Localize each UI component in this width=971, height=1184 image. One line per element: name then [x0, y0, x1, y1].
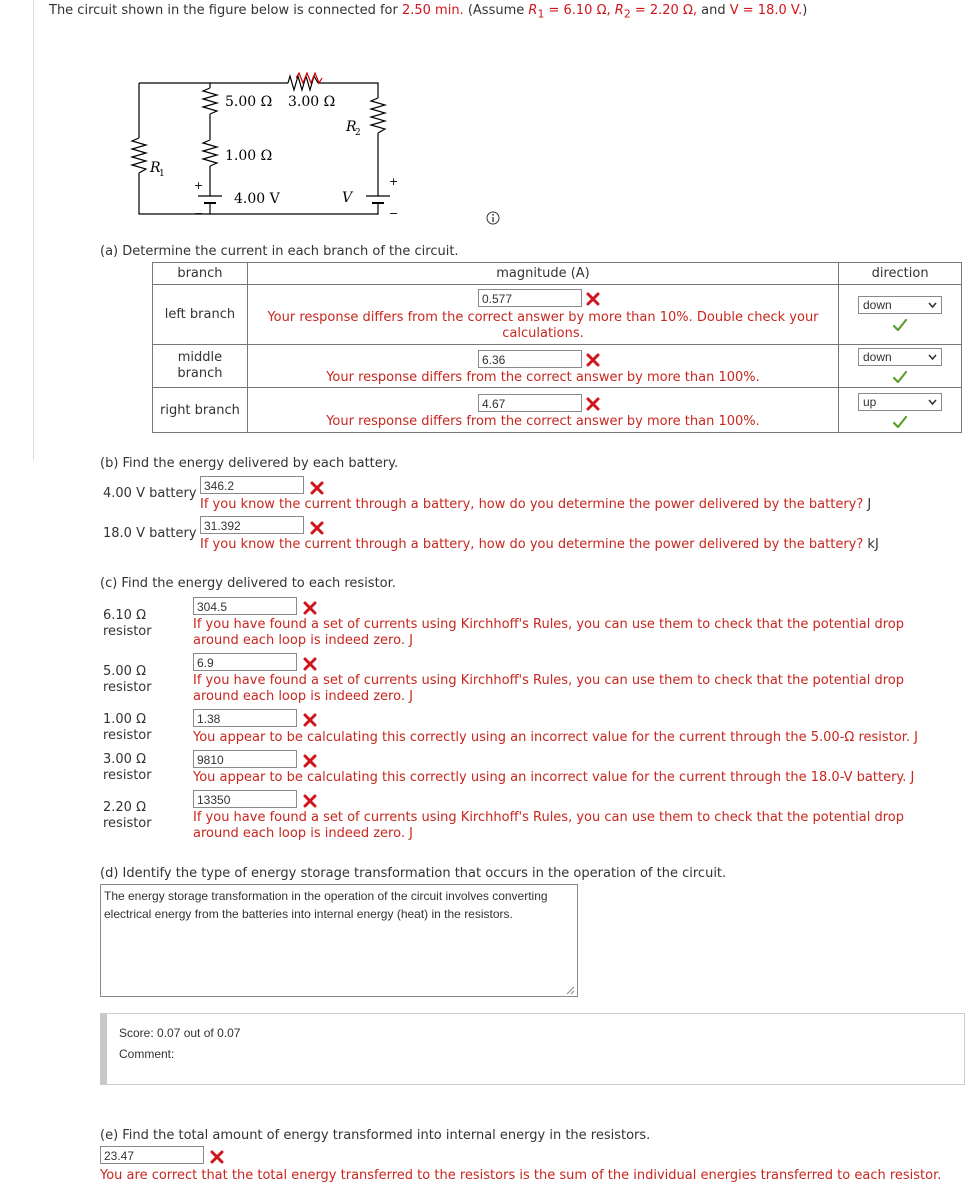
left-branch-direction-select[interactable]: down — [858, 296, 942, 314]
resistor-300-label: 3.00 Ω resistor — [103, 752, 152, 783]
row-middle-branch-label: middle branch — [153, 345, 248, 388]
chevron-down-icon — [928, 302, 937, 308]
battery-4v-input[interactable]: 346.2 — [200, 476, 304, 494]
part-e-prompt: (e) Find the total amount of energy transformed into internal energy in the resistors. — [100, 1128, 651, 1143]
row-left-branch-label: left branch — [153, 285, 248, 345]
comment-label: Comment: — [119, 1047, 175, 1061]
resistor-220-label: 2.20 Ω resistor — [103, 800, 152, 831]
svg-text:1: 1 — [159, 169, 165, 179]
row-right-branch-label: right branch — [153, 388, 248, 433]
part-b-prompt: (b) Find the energy delivered by each battery. — [100, 456, 399, 471]
right-branch-feedback: Your response differs from the correct answer by more than 100%. — [326, 414, 760, 429]
resize-handle-icon[interactable] — [566, 986, 575, 995]
question-text — [49, 3, 807, 21]
energy-transformation-textarea[interactable]: The energy storage transformation in the operation of the circuit involves converting electrical energy from the batteries into internal energy (heat) in the resistors. — [100, 884, 578, 997]
battery-18v-label: 18.0 V battery — [103, 526, 197, 541]
label-r1: R — [150, 160, 161, 176]
label-r2: R — [346, 119, 357, 135]
svg-text:+: + — [194, 179, 204, 192]
middle-branch-input[interactable]: 6.36 — [478, 350, 582, 368]
chevron-down-icon — [928, 399, 937, 405]
right-branch-direction-select[interactable]: up — [858, 393, 942, 411]
resistor-100-input[interactable]: 1.38 — [193, 709, 297, 727]
resistor-220-input[interactable]: 13350 — [193, 790, 297, 808]
svg-text:−: − — [194, 207, 204, 220]
row-left-direction — [839, 285, 962, 345]
header-direction: direction — [839, 263, 962, 285]
and-text: and — [697, 3, 730, 18]
middle-branch-feedback: Your response differs from the correct answer by more than 100%. — [326, 370, 760, 385]
score-text: Score: 0.07 out of 0.07 — [119, 1026, 241, 1040]
correct-check-icon — [893, 371, 907, 383]
left-divider — [33, 0, 34, 460]
correct-check-icon — [893, 319, 907, 331]
resistor-500-feedback: If you have found a set of currents using Kirchhoff's Rules, you can use them to check that the potential drop around each loop is indeed zero. J — [193, 673, 904, 704]
label-4v: 4.00 V — [234, 191, 280, 207]
resistor-610-input[interactable]: 304.5 — [193, 597, 297, 615]
part-c-prompt: (c) Find the energy delivered to each resistor. — [100, 576, 396, 591]
incorrect-x-icon — [303, 794, 317, 808]
incorrect-x-icon — [210, 1150, 224, 1164]
header-branch: branch — [153, 263, 248, 285]
assume-text: (Assume — [463, 3, 529, 18]
battery-18v-input[interactable]: 31.392 — [200, 516, 304, 534]
battery-4v-label: 4.00 V battery — [103, 486, 197, 501]
total-energy-feedback: You are correct that the total energy transferred to the resistors is the sum of the individual energies transferred to each resistor. — [100, 1168, 942, 1183]
left-branch-input[interactable]: 0.577 — [478, 289, 582, 307]
incorrect-x-icon — [310, 481, 324, 495]
close-paren: ) — [802, 3, 808, 18]
label-3ohm: 3.00 Ω — [288, 94, 336, 110]
score-box — [100, 1013, 965, 1085]
resistor-100-label: 1.00 Ω resistor — [103, 712, 152, 743]
label-1ohm: 1.00 Ω — [225, 148, 273, 164]
resistor-300-input[interactable]: 9810 — [193, 750, 297, 768]
resistor-100-feedback: You appear to be calculating this correctly using an incorrect value for the current through the 5.00-Ω resistor. J — [193, 730, 918, 745]
right-branch-input[interactable]: 4.67 — [478, 394, 582, 412]
resistor-300-feedback: You appear to be calculating this correctly using an incorrect value for the current through the 18.0-V battery. J — [193, 770, 915, 785]
label-v: V — [342, 190, 353, 206]
circuit-diagram — [118, 68, 408, 223]
svg-text:−: − — [389, 207, 399, 220]
total-energy-input[interactable]: 23.47 — [100, 1146, 204, 1164]
part-d-prompt: (d) Identify the type of energy storage transformation that occurs in the operation of the circuit. — [100, 866, 727, 881]
svg-text:2: 2 — [355, 128, 361, 138]
chevron-down-icon — [928, 354, 937, 360]
incorrect-x-icon — [303, 713, 317, 727]
incorrect-x-icon — [303, 754, 317, 768]
correct-check-icon — [893, 416, 907, 428]
incorrect-x-icon — [586, 292, 600, 306]
time-value: 2.50 min. — [401, 3, 464, 18]
battery-4v-feedback: If you know the current through a battery, how do you determine the power delivered by the battery? J — [200, 497, 872, 512]
incorrect-x-icon — [310, 521, 324, 535]
resistor-220-feedback: If you have found a set of currents using Kirchhoff's Rules, you can use them to check that the potential drop around each loop is indeed zero. J — [193, 810, 904, 841]
r1-given: $R_1 = 6.10$ Ω, $R_2 = 2.20$ Ω, — [528, 3, 698, 21]
resistor-610-label: 6.10 Ω resistor — [103, 608, 152, 639]
question-prefix: The circuit shown in the figure below is connected for — [49, 3, 402, 18]
middle-branch-direction-select[interactable]: down — [858, 348, 942, 366]
battery-18v-feedback: If you know the current through a battery, how do you determine the power delivered by the battery? kJ — [200, 537, 879, 552]
incorrect-x-icon — [303, 601, 317, 615]
incorrect-x-icon — [586, 397, 600, 411]
resistor-500-input[interactable]: 6.9 — [193, 653, 297, 671]
label-5ohm: 5.00 Ω — [225, 94, 273, 110]
svg-text:+: + — [389, 175, 399, 188]
header-magnitude: magnitude (A) — [247, 263, 838, 285]
incorrect-x-icon — [586, 353, 600, 367]
v-given: V = 18.0 V. — [729, 3, 803, 18]
left-branch-feedback: Your response differs from the correct answer by more than 10%. Double check your calculations. — [267, 310, 819, 341]
incorrect-x-icon — [303, 657, 317, 671]
top-resistor-symbol — [296, 72, 324, 84]
info-icon[interactable] — [486, 211, 500, 225]
resistor-500-label: 5.00 Ω resistor — [103, 664, 152, 695]
resistor-610-feedback: If you have found a set of currents using Kirchhoff's Rules, you can use them to check that the potential drop around each loop is indeed zero. J — [193, 617, 904, 648]
part-a-prompt: (a) Determine the current in each branch of the circuit. — [100, 244, 459, 259]
